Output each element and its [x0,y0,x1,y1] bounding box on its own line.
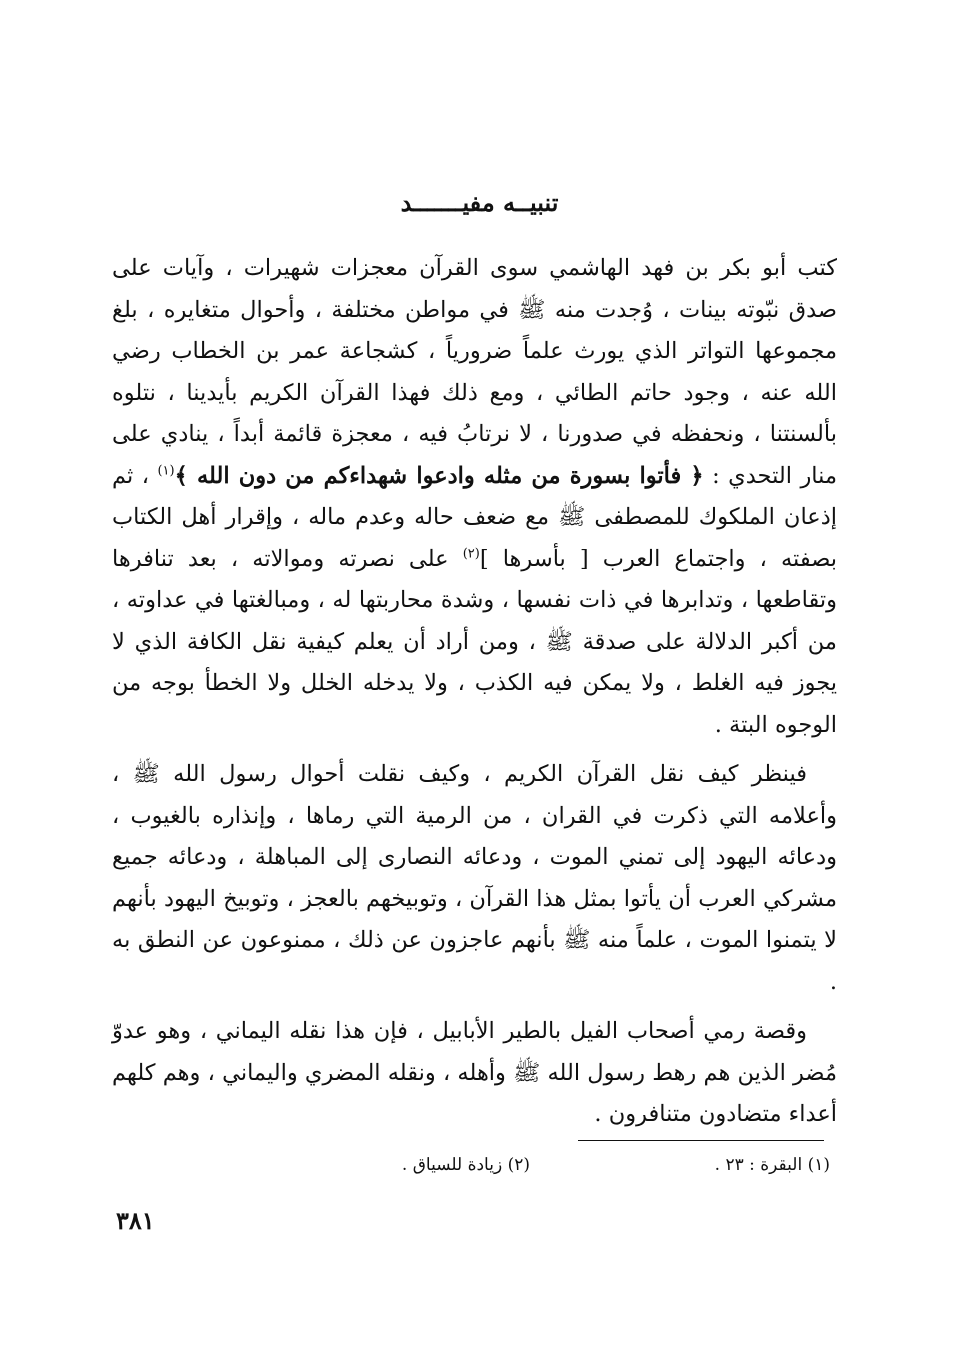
paragraph-1 [112,248,837,746]
paragraph-1-text-a: كتب أبو بكر بن فهد الهاشمي سوى القرآن معجزات شهيرات ، وآيات على صدق نبّوته بينات ، وُجدت منه ﷺ في مواطن مختلفة ، وأحوال متغايره ، بلغ مجموعها التواتر الذي يورث علماً ضرورياً ، كشجاعة عمر بن الخطاب رضي الله عنه ، وجود حاتم الطائي ، ومع ذلك فهذا القرآن الكريم بأيدينا ، نتلوه بألسنتنا ، ونحفظه في صدورنا ، لا نرتابُ فيه ، معجزة قائمة أبداً ، ينادي على منار التحدي : [112,255,838,489]
footnote-divider [578,1140,824,1141]
footnote-marker-2: (٢) [462,546,480,561]
paragraph-1-text-b: ، ثم إذعان الملكوك للمصطفى ﷺ مع ضعف حاله وعدم ماله ، وإقرار أهل الكتاب بصفته ، واجتماع العرب [ بأسرها ] [112,462,838,572]
page-number: ٣٨١ [116,1206,155,1235]
paragraph-2: فينظر كيف نقل القرآن الكريم ، وكيف نقلت أحوال رسول الله ﷺ ، وأعلامه التي ذكرت في القران ، من الرمية التي رماها ، وإنذاره بالغيوب ، ودعائه اليهود إلى تمني الموت ، ودعائه النصارى إلى المباهلة ، ودعائه جميع مشركي العرب أن يأتوا بمثل هذا القرآن ، وتوبيخهم بالعجز ، وتوبيخ اليهود بأنهم لا يتمنوا الموت ، علماً منه ﷺ بأنهم عاجزون عن ذلك ، ممنوعون عن النطق به . [112,761,837,995]
body-text [112,248,837,1144]
section-heading: تنبيــه مفيـــــــد [400,188,559,217]
footnote-marker-1: (١) [157,463,175,478]
footnote-1: (١) البقرة : ٢٣ . [714,1155,830,1175]
quran-verse: ﴿ فأتوا بسورة من مثله وادعوا شهداءكم من دون الله ﴾ [174,462,704,489]
paragraph-1-text-c: على نصرته وموالاته ، بعد تنافرها وتقاطعها ، وتدابرها في ذات نفسها ، وشدة محاربتها له ، ومبالغتها في عداوته ، من أكبر الدلالة على صدقة ﷺ ، ومن أراد أن يعلم كيفية نقل الكافة الذي لا يجوز فيه الغلط ، ولا يمكن فيه الكذب ، ولا يدخله الخلل ولا الخطأ بوجه من الوجوه البتة . [112,545,837,738]
paragraph-3: وقصة رمي أصحاب الفيل بالطير الأبابيل ، فإن هذا نقله اليماني ، وهو عدوّ مُضر الذين هم رهط رسول الله ﷺ وأهله ، ونقله المضري واليماني ، وهم كلهم أعداء متضادون متنافرون . [112,1018,837,1127]
footnote-2: (٢) زيادة للسياق . [401,1155,530,1175]
